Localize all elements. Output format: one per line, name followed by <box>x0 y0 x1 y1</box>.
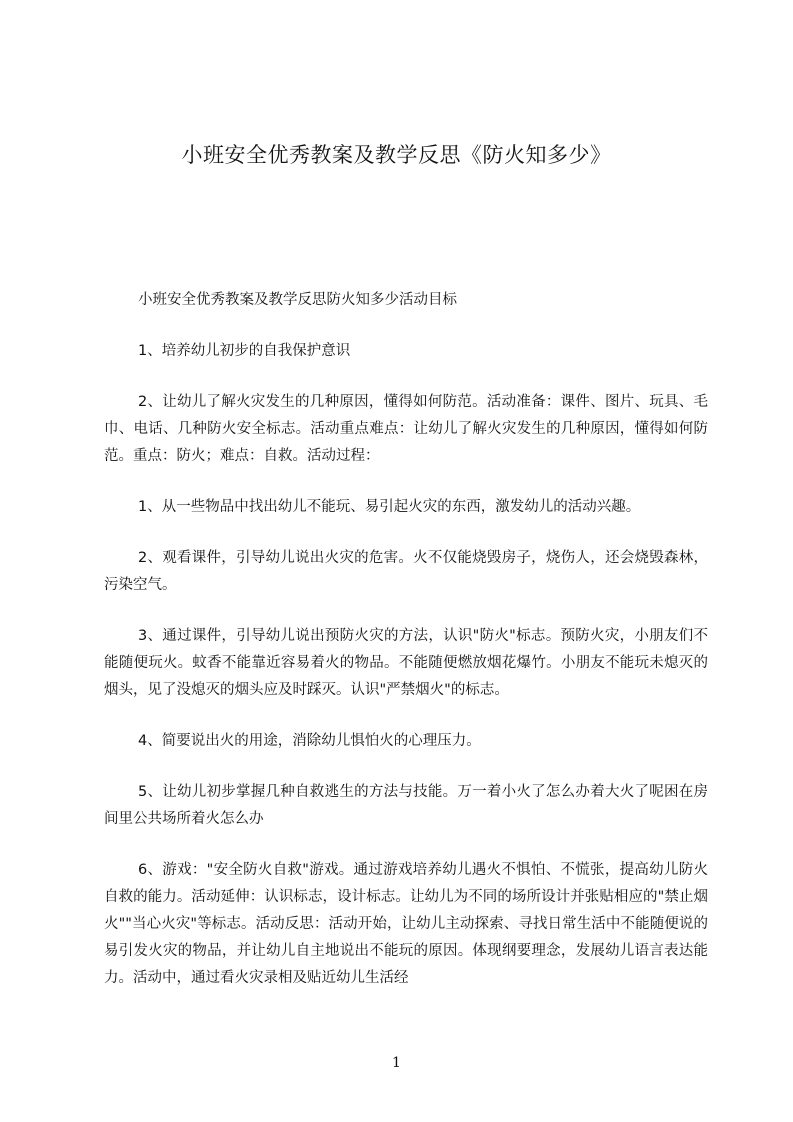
paragraph-step-1: 1、从一些物品中找出幼儿不能玩、易引起火灾的东西，激发幼儿的活动兴趣。 <box>138 499 641 515</box>
page-number: 1 <box>392 1055 401 1071</box>
document-title: 小班安全优秀教案及教学反思《防火知多少》 <box>181 143 612 167</box>
paragraph-step-4: 4、简要说出火的用途，消除幼儿惧怕火的心理压力。 <box>138 733 481 749</box>
paragraph-step-6: 6、游戏："安全防火自救"游戏。通过游戏培养幼儿遇火不惧怕、不慌张，提高幼儿防火自救的能力。活动延伸：认识标志，设计标志。让幼儿为不同的场所设计并张贴相应的"禁止烟火""当心火灾"等标志。活动反思：活动开始，让幼儿主动探索、寻找日常生活中不能随便说的易引发火灾的物品，并让幼儿自主地说出不能玩的原因。体现纲要理念，发展幼儿语言表达能力。活动中，通过看火灾录相及贴近幼儿生活经 <box>104 862 708 986</box>
paragraph-goal-1: 1、培养幼儿初步的自我保护意识 <box>138 343 351 359</box>
paragraph-step-2: 2、观看课件，引导幼儿说出火灾的危害。火不仅能烧毁房子，烧伤人，还会烧毁森林，污染空气。 <box>104 550 708 593</box>
paragraph-step-3: 3、通过课件，引导幼儿说出预防火灾的方法，认识"防火"标志。预防火灾，小朋友们不能随便玩火。蚊香不能靠近容易着火的物品。不能随便燃放烟花爆竹。小朋友不能玩未熄灭的烟头，见了没熄灭的烟头应及时踩灭。认识"严禁烟火"的标志。 <box>104 628 708 698</box>
paragraph-step-5: 5、让幼儿初步掌握几种自救逃生的方法与技能。万一着小火了怎么办着大火了呢困在房间里公共场所着火怎么办 <box>104 784 708 827</box>
paragraph-objective-heading: 小班安全优秀教案及教学反思防火知多少活动目标 <box>138 292 457 308</box>
document-body <box>104 287 708 1016</box>
paragraph-goal-2: 2、让幼儿了解火灾发生的几种原因，懂得如何防范。活动准备：课件、图片、玩具、毛巾、电话、几种防火安全标志。活动重点难点：让幼儿了解火灾发生的几种原因，懂得如何防范。重点：防火；难点：自救。活动过程： <box>104 394 708 464</box>
